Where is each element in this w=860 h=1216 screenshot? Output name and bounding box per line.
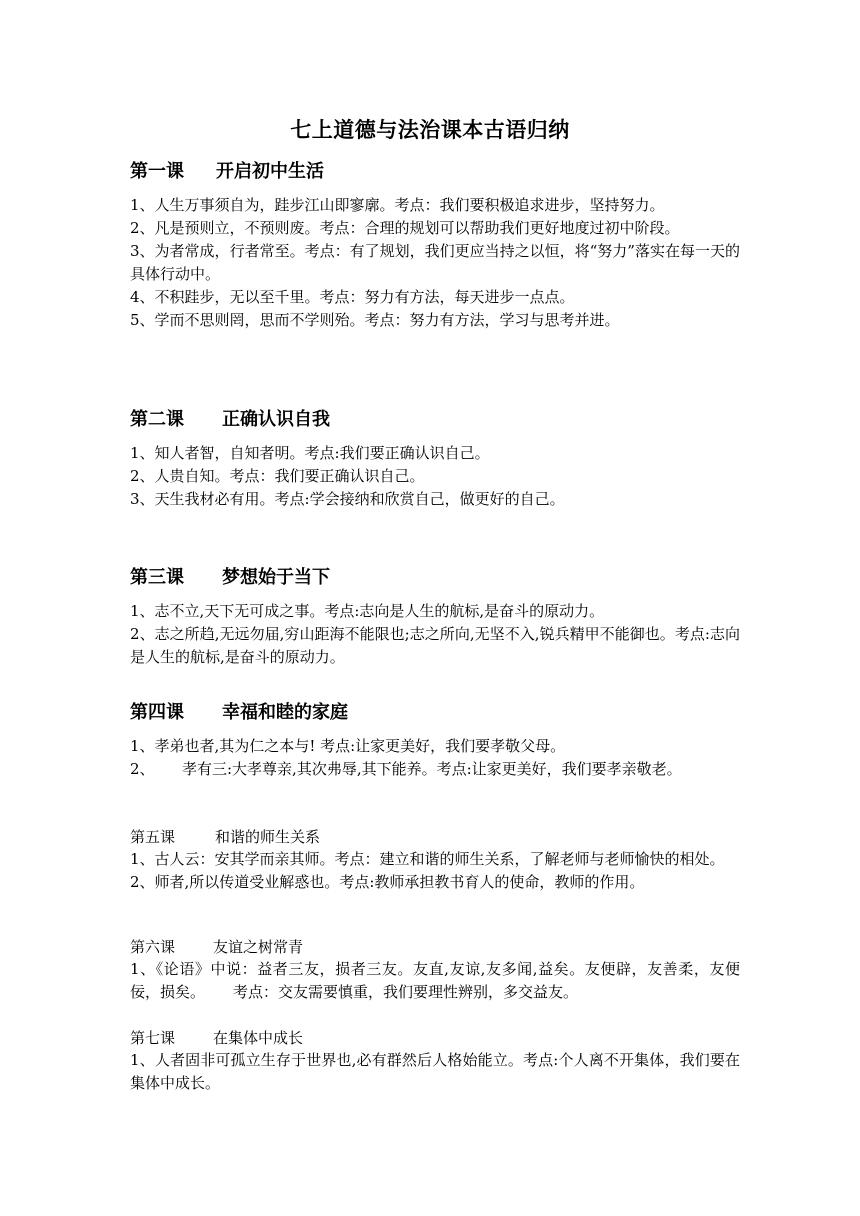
lesson-1-section — [130, 158, 740, 332]
item-number: 2、 — [130, 760, 155, 778]
lesson-5-section — [130, 826, 740, 894]
lesson-item: 1、古人云：安其学而亲其师。考点：建立和谐的师生关系，了解老师与老师愉快的相处。 — [130, 850, 725, 868]
lesson-item: 2、志之所趋,无远勿届,穷山距海不能限也;志之所向,无坚不入,锐兵精甲不能御也。考点:志向是人生的航标,是奋斗的原动力。 — [130, 625, 740, 666]
lesson-item: 2、凡是预则立，不预则废。考点：合理的规划可以帮助我们更好地度过初中阶段。 — [130, 219, 680, 237]
item-text: 孝有三:大孝尊亲,其次弗辱,其下能养。考点:让家更美好，我们要孝亲敬老。 — [182, 760, 682, 778]
lesson-6-heading — [130, 936, 740, 958]
lesson-item: 5、学而不思则罔，思而不学则殆。考点：努力有方法，学习与思考并进。 — [130, 311, 620, 329]
lesson-number: 第三课 — [130, 567, 184, 588]
lesson-6-section — [130, 936, 740, 1004]
lesson-name: 在集体中成长 — [213, 1029, 304, 1047]
lesson-item: 1、人者固非可孤立生存于世界也,必有群然后人格始能立。考点:个人离不开集体，我们要在集体中成长。 — [130, 1051, 740, 1092]
lesson-name: 友谊之树常青 — [213, 938, 304, 956]
lesson-number: 第六课 — [130, 938, 176, 956]
lesson-7-section — [130, 1027, 740, 1095]
lesson-4-section — [130, 699, 740, 781]
lesson-item-indented — [130, 758, 740, 781]
lesson-number: 第五课 — [130, 828, 176, 846]
lesson-item: 1、人生万事须自为，跬步江山即寥廓。考点：我们要积极追求进步，坚持努力。 — [130, 196, 665, 214]
lesson-2-section — [130, 406, 740, 511]
lesson-3-section — [130, 564, 740, 669]
lesson-item: 3、天生我材必有用。考点:学会接纳和欣赏自己，做更好的自己。 — [130, 490, 565, 508]
lesson-2-heading — [130, 406, 740, 434]
lesson-number: 第四课 — [130, 702, 184, 723]
item-text: 考点：交友需要慎重，我们要理性辨别，多交益友。 — [233, 983, 579, 1001]
lesson-1-heading — [130, 158, 740, 186]
lesson-4-heading — [130, 699, 740, 727]
lesson-name: 梦想始于当下 — [222, 567, 330, 588]
lesson-item: 3、为者常成，行者常至。考点：有了规划，我们更应当持之以恒，将“努力”落实在每一天的具体行动中。 — [130, 242, 740, 283]
lesson-item: 2、师者,所以传道受业解惑也。考点:教师承担教书育人的使命，教师的作用。 — [130, 873, 645, 891]
lesson-number: 第二课 — [130, 409, 184, 430]
lesson-3-heading — [130, 564, 740, 592]
lesson-5-heading — [130, 826, 740, 848]
lesson-name: 正确认识自我 — [222, 409, 330, 430]
lesson-item: 4、不积跬步，无以至千里。考点：努力有方法，每天进步一点点。 — [130, 288, 575, 306]
lesson-number: 第一课 — [130, 161, 184, 182]
lesson-item: 1、志不立,天下无可成之事。考点:志向是人生的航标,是奋斗的原动力。 — [130, 602, 605, 620]
lesson-name: 和谐的师生关系 — [215, 828, 321, 846]
lesson-item: 1、孝弟也者,其为仁之本与! 考点:让家更美好，我们要孝敬父母。 — [130, 737, 566, 755]
item-text: 1、《论语》中说：益者三友，损者三友。友直,友谅,友多闻,益矣。友便辟，友善柔，友便佞，损矣。 — [130, 960, 740, 1001]
lesson-7-heading — [130, 1027, 740, 1049]
lesson-item: 1、知人者智，自知者明。考点:我们要正确认识自己。 — [130, 444, 490, 462]
lesson-name: 幸福和睦的家庭 — [222, 702, 348, 723]
lesson-item: 2、人贵自知。考点：我们要正确认识自己。 — [130, 467, 425, 485]
document-title: 七上道德与法治课本古语归纳 — [290, 117, 570, 142]
lesson-number: 第七课 — [130, 1029, 176, 1047]
lesson-item — [130, 958, 740, 1004]
lesson-name: 开启初中生活 — [216, 161, 324, 182]
